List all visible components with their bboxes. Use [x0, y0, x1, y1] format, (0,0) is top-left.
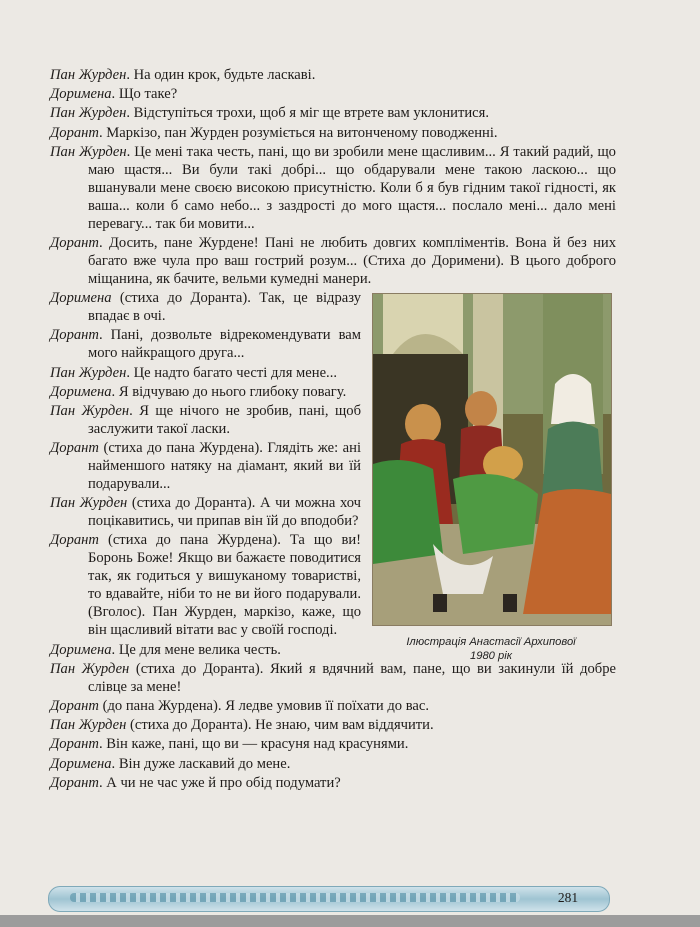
stage-direction: (до пана Журдена): [98, 698, 218, 714]
dialogue-line: [50, 494, 361, 530]
speaker-name: Доримена: [50, 86, 112, 103]
page-footer: [0, 884, 700, 927]
stage-direction: (стиха до Доранта): [129, 660, 260, 677]
speaker-name: Доримена: [50, 383, 112, 400]
speaker-name: Пан Журден: [50, 105, 127, 122]
dialogue-line: [50, 402, 361, 438]
dialogue-line: [50, 66, 616, 84]
speaker-name: Пан Журден: [50, 660, 130, 677]
speaker-name: Пан Журден: [50, 495, 128, 512]
dialogue-line: [50, 716, 616, 734]
caption-year: 1980 рік: [470, 650, 512, 662]
dialogue-line: [50, 735, 616, 753]
speaker-name: Дорант: [50, 698, 99, 714]
line-text: . Я ще нічого не зробив, пані, щоб заслужити такої ласки.: [88, 402, 361, 437]
stage-direction: (стиха до пана Журдена): [98, 440, 260, 457]
dialogue-line: [50, 660, 616, 696]
dialogue-line: [50, 439, 361, 493]
line-text: . Я відчуваю до нього глибоку повагу.: [111, 383, 347, 400]
speaker-name: Дорант: [50, 234, 99, 251]
line-text: . А чи не час уже й про обід подумати?: [98, 774, 341, 791]
line-text: . Він каже, пані, що ви — красуня над красунями.: [98, 736, 409, 753]
stage-direction: (стиха до пана Журдена): [98, 532, 278, 549]
line-text: . Я ледве умовив її поїхати до вас.: [217, 698, 430, 714]
speaker-name: Пан Журден: [50, 364, 127, 381]
page-number: 281: [557, 890, 579, 905]
line-text: . Це мені така честь, пані, що ви зробили мене щасливим... Я такий радий, що маю щастя... Ви були такі добрі... що обдарували мене такою ласкою... що вшанували мене своєю високою присутністю. Коли б я був гідним такої гідності, як ваша... коли б само небо... з заздрості до мого щастя... послало мені... дало мені перевагу... так би мовити...: [88, 143, 616, 232]
line-text: . Не знаю, чим вам віддячити.: [247, 717, 434, 734]
speaker-name: Доримена: [50, 290, 112, 307]
dialogue-line: [50, 697, 616, 715]
speaker-name: Пан Журден: [50, 402, 130, 419]
dialogue-line: [50, 364, 361, 382]
speaker-name: Дорант: [50, 774, 99, 791]
dialogue-line: [50, 234, 616, 288]
speaker-name: Пан Журден: [50, 67, 127, 83]
dialogue-line: [50, 383, 361, 401]
dialogue-line: [50, 85, 616, 103]
line-text: . Так, це відразу впадає в очі.: [88, 290, 361, 325]
line-text: . Він дуже ласкавий до мене.: [111, 755, 291, 772]
speaker-name: Дорант: [50, 327, 99, 344]
speaker-name: Дорант: [50, 736, 99, 753]
stage-direction: (стиха до Доранта): [126, 717, 248, 734]
line-text: . Що таке?: [111, 86, 178, 103]
dialogue-line: [50, 755, 616, 773]
scan-bottom-strip: [0, 915, 700, 927]
speaker-name: Доримена: [50, 755, 112, 772]
line-text: . Маркізо, пан Журден розуміється на витонченому поводженні.: [98, 124, 498, 141]
stage-direction: (стиха до Доранта): [111, 290, 248, 307]
dialogue-line: [50, 531, 361, 639]
dialogue-line: [50, 104, 616, 122]
line-text: . Пані, дозвольте відрекомендувати вам мого найкращого друга...: [88, 327, 361, 362]
illustration-caption: [372, 635, 610, 663]
dialogue-line: [50, 774, 616, 792]
line-text: . Досить, пане Журдене! Пані не любить довгих компліментів. Вона й без них багато вже чула про ваш гострий розум... (Стиха до Доримени). В цього доброго міщанина, як бачите, вельми кумедні манери.: [88, 234, 616, 287]
line-text: . Відступіться трохи, щоб я міг ще втрете вам уклонитися.: [126, 105, 490, 122]
speaker-name: Пан Журден: [50, 717, 127, 734]
stage-direction: (стиха до Доранта): [127, 495, 252, 512]
speaker-name: Доримена: [50, 641, 112, 658]
dialogue-line: [50, 326, 361, 362]
line-text: . Глядіть же: ані найменшого натяку на діамант, який ви їй подарували...: [88, 440, 361, 493]
illustration: [372, 293, 612, 626]
dialogue-line: [50, 289, 361, 325]
speaker-name: Пан Журден: [50, 143, 127, 160]
line-text: . Це надто багато честі для мене...: [126, 364, 338, 381]
speaker-name: Дорант: [50, 532, 99, 549]
speaker-name: Дорант: [50, 124, 99, 141]
speaker-name: Дорант: [50, 440, 99, 457]
caption-author: Ілюстрація Анастасії Архипової: [406, 636, 576, 648]
line-text: . Та що ви! Боронь Боже! Якщо ви бажаєте поводитися так, як годиться у вишуканому товаристві, то вдавайте, ніби то не ви його подарували. (Вголос). Пан Журден, маркізо, каже, що він щасливий вітати вас у своїй господі.: [88, 532, 362, 639]
line-text: . А чи можна хоч поцікавитись, чи припав він їй до вподоби?: [88, 495, 361, 530]
illustration-painting: [373, 294, 611, 625]
line-text: . Це для мене велика честь.: [111, 641, 281, 658]
dialogue-line: [50, 124, 616, 142]
line-text: . Який я вдячний вам, пане, що ви закинули їй добре слівце за мене!: [88, 660, 617, 695]
line-text: . На один крок, будьте ласкаві.: [126, 67, 316, 83]
footer-ornament-pattern: [70, 893, 520, 902]
dialogue-line: [50, 143, 616, 233]
